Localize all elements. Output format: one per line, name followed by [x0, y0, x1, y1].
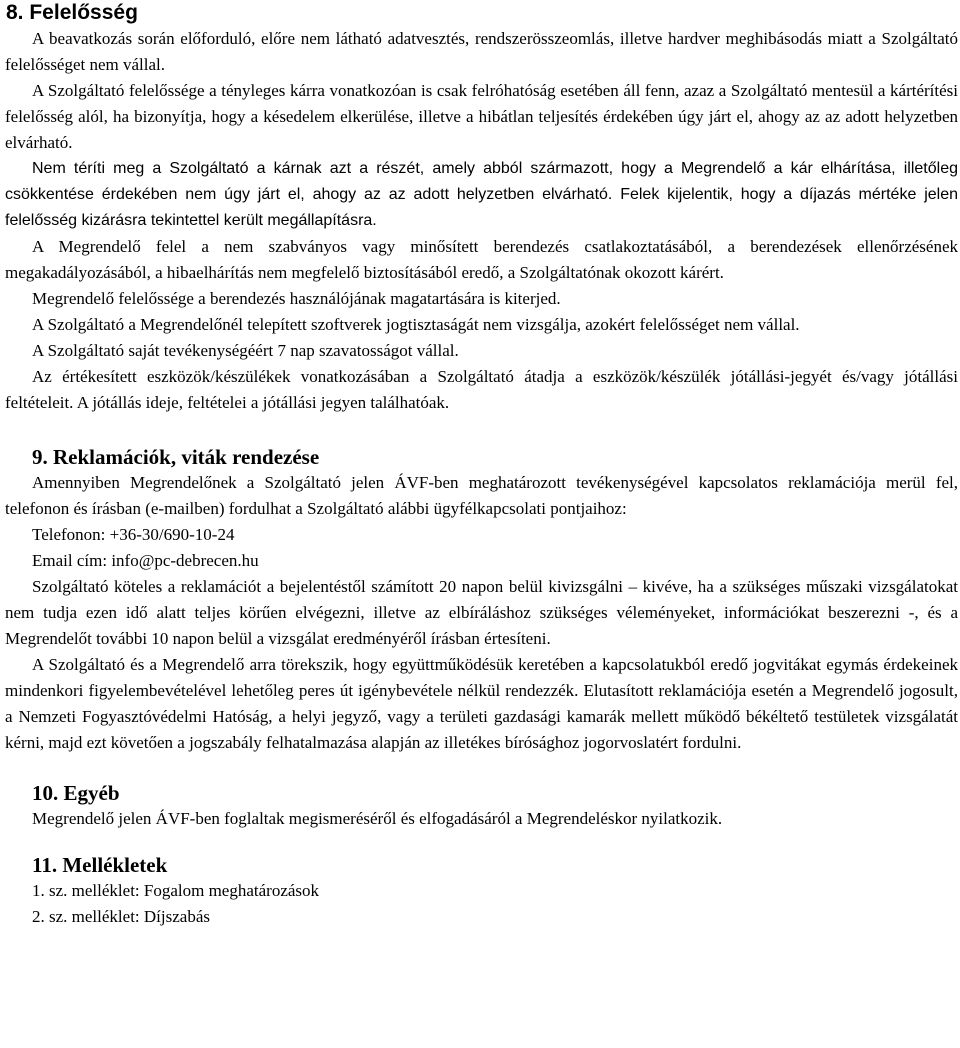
section-8-liability: [5, 0, 958, 416]
section-8-paragraph-6: A Szolgáltató a Megrendelőnél telepített szoftverek jogtisztaságát nem vizsgálja, azokért felelősséget nem vállal.: [32, 315, 800, 334]
section-8-paragraph-7: A Szolgáltató saját tevékenységéért 7 nap szavatosságot vállal.: [32, 341, 459, 360]
section-9-heading: 9. Reklamációk, viták rendezése: [32, 445, 320, 469]
section-9-paragraph-3: A Szolgáltató és a Megrendelő arra törekszik, hogy együttműködésük keretében a kapcsolatukból eredő jogvitákat egymás érdekeinek mindenkori figyelembevételével lehetőleg peres út igénybevétele nélkül rendezzék. Elutasított reklamációja esetén a Megrendelő jogosult, a Nemzeti Fogyasztóvédelmi Hatóság, a helyi jegyző, vagy a területi gazdasági kamarák mellett működő békéltető testületek vizsgálatát kérni, majd ezt követően a jogszabály felhatalmazása alapján az illetékes bírósághoz jogorvoslatért fordulni.: [5, 655, 958, 752]
section-9-paragraph-2: Szolgáltató köteles a reklamációt a bejelentéstől számított 20 napon belül kivizsgálni – kivéve, ha a szükséges műszaki vizsgálatokat nem tudja ezen idő alatt teljes körűen elvégezni, illetve az elbíráláshoz szükséges véleményeket, információkat beszerezni -, és a Megrendelőt további 10 napon belül a vizsgálat eredményéről írásban értesíteni.: [5, 577, 958, 648]
section-10-other: [5, 780, 958, 832]
section-10-heading: 10. Egyéb: [32, 781, 120, 805]
section-8-paragraph-4: A Megrendelő felel a nem szabványos vagy minősített berendezés csatlakoztatásából, a berendezések ellenőrzésének megakadályozásából, a hibaelhárítás nem megfelelő biztosításából eredő, a Szolgáltatónak okozott kárért.: [5, 237, 958, 282]
contact-email: Email cím: info@pc-debrecen.hu: [32, 551, 259, 570]
contact-phone: Telefonon: +36-30/690-10-24: [32, 525, 235, 544]
section-8-paragraph-5: Megrendelő felelőssége a berendezés használójának magatartására is kiterjed.: [32, 289, 561, 308]
attachment-item: 1. sz. melléklet: Fogalom meghatározások: [32, 881, 320, 900]
section-9-complaints: [5, 444, 958, 756]
section-8-paragraph-8: Az értékesített eszközök/készülékek vonatkozásában a Szolgáltató átadja a eszközök/készülék jótállási-jegyét és/vagy jótállási feltételeit. A jótállás ideje, feltételei a jótállási jegyen találhatóak.: [5, 367, 958, 412]
section-10-paragraph-1: Megrendelő jelen ÁVF-ben foglaltak megismeréséről és elfogadásáról a Megrendeléskor nyilatkozik.: [32, 809, 723, 828]
section-8-paragraph-1: A beavatkozás során előforduló, előre nem látható adatvesztés, rendszerösszeomlás, illetve hardver meghibásodás miatt a Szolgáltató felelősséget nem vállal.: [5, 29, 958, 74]
attachment-item: 2. sz. melléklet: Díjszabás: [32, 907, 210, 926]
section-spacer: [5, 832, 958, 852]
section-8-paragraph-3: Nem téríti meg a Szolgáltató a kárnak azt a részét, amely abból származott, hogy a Megrendelő a kár elhárítása, illetőleg csökkentése érdekében nem úgy járt el, ahogy az az adott helyzetben elvárható. Felek kijelentik, hogy a díjazás mértéke jelen felelősség kizárásra tekintettel került megállapításra.: [5, 160, 958, 229]
section-spacer: [5, 756, 958, 780]
section-11-attachments: [5, 852, 958, 930]
section-11-heading: 11. Mellékletek: [32, 853, 168, 877]
section-spacer: [5, 416, 958, 444]
section-8-paragraph-2: A Szolgáltató felelőssége a tényleges kárra vonatkozóan is csak felróhatóság esetében áll fenn, azaz a Szolgáltató mentesül a kártérítési felelősség alól, ha bizonyítja, hogy a késedelem elkerülése, illetve a hibátlan teljesítés érdekében úgy járt el, ahogy az az adott helyzetben elvárható.: [5, 81, 958, 152]
section-8-heading: 8. Felelősség: [6, 1, 138, 24]
section-9-paragraph-1: Amennyiben Megrendelőnek a Szolgáltató jelen ÁVF-ben meghatározott tevékenységével kapcsolatos reklamációja merül fel, telefonon és írásban (e-mailben) fordulhat a Szolgáltató alábbi ügyfélkapcsolati pontjaihoz:: [5, 473, 958, 518]
